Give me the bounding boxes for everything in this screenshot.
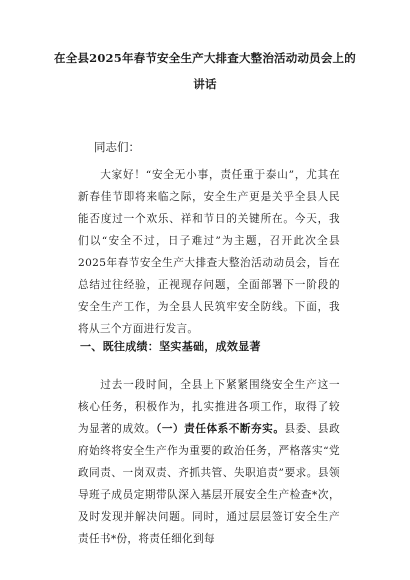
subsection-heading: （一）责任体系不断夯实。	[156, 423, 285, 435]
paragraph-body: 县委、县政府始终将安全生产作为重要的政治任务，严格落实“党政同责、一岗双责、齐抓共管、失职追责”要求。县领导班子成员定期带队深入基层开展安全生产检查*次，及时发现并解决问题。同时，通过层层签订安全生产责任书*份，将责任细化到每	[78, 423, 341, 545]
opening-paragraph: 大家好！“安全无小事，责任重于泰山”，尤其在新春佳节即将来临之际，安全生产更是关乎全县人民能否度过一个欢乐、祥和节日的关键所在。今天，我们以“安全不过，日子难过”为主题，召开此次全县2025年春节安全生产大排查大整治活动动员会，旨在总结过往经验，正视现存问题，全面部署下一阶段的安全生产工作，为全县人民筑牢安全防线。下面，我将从三个方面进行发言。	[78, 169, 340, 335]
document-title-line2: 讲话	[193, 77, 217, 91]
section-heading: 一、既往成绩：坚实基础，成效显著	[80, 340, 261, 353]
salutation: 同志们：	[94, 140, 140, 154]
document-title-line1: 在全县2025年春节安全生产大排查大整治活动动员会上的	[54, 51, 356, 65]
achievements-paragraph	[78, 374, 340, 550]
paragraph-intro: 过去一段时间，全县上下紧紧围绕安全生产这一核心任务，积极作为，扎实推进各项工作，取得了较为显著的成效。	[78, 379, 340, 435]
